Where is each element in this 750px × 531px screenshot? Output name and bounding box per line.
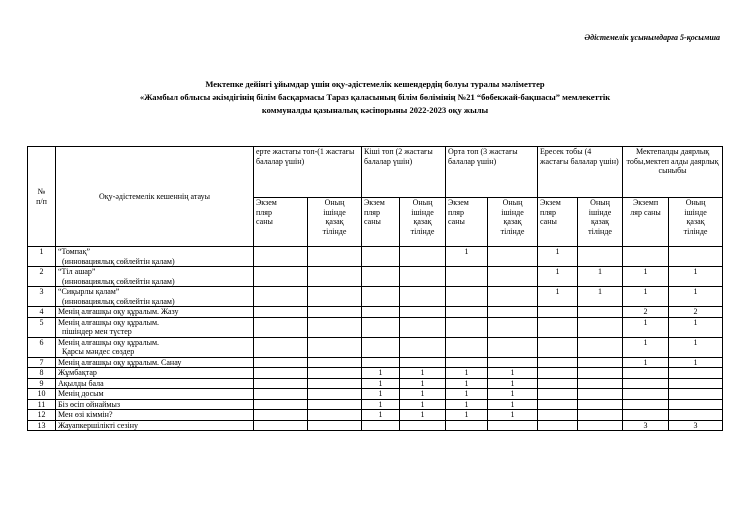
row-number: 12 xyxy=(28,410,56,421)
value-cell xyxy=(400,357,446,368)
value-cell xyxy=(308,378,362,389)
value-cell: 1 xyxy=(488,399,538,410)
value-cell xyxy=(578,317,623,337)
value-cell xyxy=(254,410,308,421)
header-kazakh-count: Оның ішінде қазақ тілінде xyxy=(488,198,538,247)
value-cell: 1 xyxy=(669,317,723,337)
row-number: 5 xyxy=(28,317,56,337)
complex-name xyxy=(56,267,254,287)
value-cell: 1 xyxy=(362,410,400,421)
value-cell xyxy=(446,337,488,357)
value-cell xyxy=(488,267,538,287)
header-kazakh-count: Оның ішінде қазақ тілінде xyxy=(400,198,446,247)
value-cell xyxy=(488,337,538,357)
value-cell xyxy=(308,420,362,431)
value-cell: 1 xyxy=(623,337,669,357)
value-cell xyxy=(538,399,578,410)
row-number: 8 xyxy=(28,368,56,379)
value-cell xyxy=(400,317,446,337)
table-row xyxy=(28,368,723,379)
value-cell xyxy=(362,267,400,287)
row-number: 9 xyxy=(28,378,56,389)
row-number: 6 xyxy=(28,337,56,357)
table-row xyxy=(28,337,723,357)
value-cell xyxy=(254,307,308,318)
value-cell xyxy=(538,357,578,368)
value-cell xyxy=(254,420,308,431)
value-cell xyxy=(538,420,578,431)
value-cell xyxy=(623,410,669,421)
value-cell xyxy=(578,247,623,267)
header-group-middle: Орта топ (3 жастағы балалар үшін) xyxy=(446,147,538,198)
value-cell xyxy=(578,420,623,431)
value-cell xyxy=(254,287,308,307)
value-cell: 3 xyxy=(669,420,723,431)
table-body xyxy=(28,247,723,431)
value-cell xyxy=(623,399,669,410)
value-cell xyxy=(362,307,400,318)
complex-name-line-2: (инновациялық сөйлейтін қалам) xyxy=(62,296,175,306)
value-cell: 1 xyxy=(488,410,538,421)
complex-name xyxy=(56,399,254,410)
value-cell xyxy=(400,420,446,431)
value-cell xyxy=(308,317,362,337)
complex-name-line-1: Біз өсіп ойнаймыз xyxy=(58,399,121,409)
row-number: 1 xyxy=(28,247,56,267)
value-cell xyxy=(254,317,308,337)
value-cell xyxy=(578,399,623,410)
header-row-groups xyxy=(28,147,723,198)
value-cell: 1 xyxy=(538,267,578,287)
complex-name-line-1: Жұмбақтар xyxy=(58,368,97,377)
value-cell: 1 xyxy=(578,287,623,307)
table-row xyxy=(28,389,723,400)
value-cell xyxy=(254,267,308,287)
value-cell: 1 xyxy=(362,368,400,379)
complex-name-line-1: Жауапкершілікті сезіну xyxy=(58,420,139,430)
value-cell xyxy=(623,378,669,389)
value-cell xyxy=(538,368,578,379)
value-cell xyxy=(308,399,362,410)
value-cell xyxy=(446,357,488,368)
title-line-3: коммуналды қазыналық кәсіпорыны 2022-2023 оқу жылы xyxy=(261,105,489,115)
complex-name-line-2: (инновациялық сөйлейтін қалам) xyxy=(62,276,175,286)
complex-name-line-2: пішіндер мен түстер xyxy=(62,327,132,336)
complex-name-line-1: Ақылды бала xyxy=(58,378,104,388)
value-cell: 1 xyxy=(400,378,446,389)
complex-name-line-1: Менің досым xyxy=(58,389,104,398)
value-cell: 3 xyxy=(623,420,669,431)
header-group-toddler: ерте жастағы топ-(1 жастағы балалар үшін) xyxy=(254,147,362,198)
complex-name-line-2: (инновациялық сөйлейтін қалам) xyxy=(62,256,175,266)
value-cell xyxy=(362,317,400,337)
header-copies-count: Экзем пляр саны xyxy=(362,198,400,247)
value-cell: 1 xyxy=(446,389,488,400)
complex-name-line-1: Менің алғашқы оқу құралым. Жазу xyxy=(58,307,179,316)
value-cell: 1 xyxy=(446,368,488,379)
complex-name-line-1: Менің алғашқы оқу құралым. xyxy=(58,317,160,327)
value-cell xyxy=(400,287,446,307)
value-cell xyxy=(538,337,578,357)
value-cell xyxy=(578,337,623,357)
value-cell: 1 xyxy=(446,399,488,410)
table-row xyxy=(28,378,723,389)
value-cell xyxy=(308,267,362,287)
row-number: 4 xyxy=(28,307,56,318)
value-cell xyxy=(669,378,723,389)
value-cell xyxy=(254,389,308,400)
value-cell xyxy=(623,368,669,379)
value-cell xyxy=(538,307,578,318)
complex-name-line-1: Менің алғашқы оқу құралым. Санау xyxy=(58,357,182,367)
value-cell xyxy=(362,337,400,357)
value-cell xyxy=(400,307,446,318)
value-cell xyxy=(362,247,400,267)
value-cell xyxy=(254,357,308,368)
value-cell xyxy=(446,420,488,431)
header-kazakh-count: Оның ішінде қазақ тілінде xyxy=(669,198,723,247)
value-cell: 1 xyxy=(400,399,446,410)
table-row xyxy=(28,307,723,318)
value-cell: 1 xyxy=(669,337,723,357)
value-cell: 1 xyxy=(488,389,538,400)
value-cell: 1 xyxy=(669,357,723,368)
value-cell xyxy=(538,378,578,389)
complex-name xyxy=(56,247,254,267)
table-row xyxy=(28,399,723,410)
document-title xyxy=(0,78,750,117)
complex-name xyxy=(56,317,254,337)
table-row xyxy=(28,317,723,337)
value-cell: 1 xyxy=(446,378,488,389)
value-cell xyxy=(254,247,308,267)
header-group-preschool: Мектепалды даярлық тобы,мектеп алды даярлық сыныбы xyxy=(623,147,723,198)
value-cell xyxy=(308,357,362,368)
value-cell xyxy=(488,247,538,267)
complex-name-line-1: “Томпақ” xyxy=(58,247,91,256)
table-row xyxy=(28,420,723,431)
value-cell xyxy=(308,287,362,307)
value-cell xyxy=(362,287,400,307)
value-cell xyxy=(446,287,488,307)
value-cell: 1 xyxy=(400,410,446,421)
value-cell xyxy=(362,357,400,368)
value-cell xyxy=(578,357,623,368)
table-row xyxy=(28,247,723,267)
value-cell: 2 xyxy=(623,307,669,318)
header-copies-count: Экзем пляр саны xyxy=(254,198,308,247)
value-cell xyxy=(538,317,578,337)
value-cell: 1 xyxy=(400,368,446,379)
complex-name-line-2: Қарсы мәндес сөздер xyxy=(62,347,135,356)
complex-name-line-1: “Тіл ашар” xyxy=(58,267,96,276)
table-row xyxy=(28,267,723,287)
value-cell xyxy=(488,307,538,318)
value-cell: 1 xyxy=(623,317,669,337)
value-cell: 1 xyxy=(623,287,669,307)
table-row xyxy=(28,410,723,421)
complex-name-line-1: Мен өзі кіммін? xyxy=(58,410,113,419)
complex-name xyxy=(56,410,254,421)
value-cell xyxy=(488,420,538,431)
complex-name-line-1: Менің алғашқы оқу құралым. xyxy=(58,337,160,347)
value-cell xyxy=(254,368,308,379)
value-cell xyxy=(400,247,446,267)
complex-name xyxy=(56,307,254,318)
value-cell xyxy=(400,337,446,357)
appendix-label: Әдістемелік ұсынымдарға 5-қосымша xyxy=(584,33,720,42)
value-cell: 1 xyxy=(362,389,400,400)
row-number: 10 xyxy=(28,389,56,400)
header-complex-name: Оқу-әдістемелік кешеннің атауы xyxy=(56,147,254,247)
value-cell xyxy=(669,399,723,410)
complex-name xyxy=(56,368,254,379)
value-cell: 1 xyxy=(669,287,723,307)
header-group-senior: Ересек тобы (4 жастағы балалар үшін) xyxy=(538,147,623,198)
header-number: № п/п xyxy=(28,147,56,247)
value-cell xyxy=(578,410,623,421)
complex-name xyxy=(56,337,254,357)
header-copies-count: Экзем пляр саны xyxy=(446,198,488,247)
value-cell: 1 xyxy=(446,247,488,267)
complex-name xyxy=(56,389,254,400)
value-cell xyxy=(488,287,538,307)
value-cell xyxy=(446,307,488,318)
value-cell xyxy=(308,389,362,400)
row-number: 7 xyxy=(28,357,56,368)
value-cell xyxy=(488,357,538,368)
row-number: 3 xyxy=(28,287,56,307)
value-cell xyxy=(538,389,578,400)
value-cell xyxy=(446,317,488,337)
value-cell xyxy=(254,378,308,389)
value-cell xyxy=(308,368,362,379)
header-copies-count: Экземп ляр саны xyxy=(623,198,669,247)
value-cell xyxy=(308,337,362,357)
value-cell: 2 xyxy=(669,307,723,318)
value-cell xyxy=(308,247,362,267)
header-copies-count: Экзем пляр саны xyxy=(538,198,578,247)
value-cell: 1 xyxy=(400,389,446,400)
value-cell: 1 xyxy=(488,378,538,389)
value-cell xyxy=(578,368,623,379)
header-group-junior: Кіші топ (2 жастағы балалар үшін) xyxy=(362,147,446,198)
value-cell xyxy=(362,420,400,431)
title-line-1: Мектепке дейінгі ұйымдар үшін оқу-әдістемелік кешендердің болуы туралы мәліметтер xyxy=(205,79,545,89)
value-cell: 1 xyxy=(488,368,538,379)
complex-name xyxy=(56,420,254,431)
row-number: 13 xyxy=(28,420,56,431)
value-cell xyxy=(669,389,723,400)
table-row xyxy=(28,287,723,307)
value-cell xyxy=(488,317,538,337)
value-cell xyxy=(669,247,723,267)
value-cell xyxy=(538,410,578,421)
header-kazakh-count: Оның ішінде қазақ тілінде xyxy=(578,198,623,247)
header-kazakh-count: Оның ішінде қазақ тілінде xyxy=(308,198,362,247)
row-number: 11 xyxy=(28,399,56,410)
materials-table xyxy=(27,146,723,431)
value-cell xyxy=(254,399,308,410)
value-cell: 1 xyxy=(623,357,669,368)
value-cell xyxy=(578,389,623,400)
value-cell xyxy=(446,267,488,287)
value-cell: 1 xyxy=(623,267,669,287)
value-cell xyxy=(623,389,669,400)
value-cell xyxy=(400,267,446,287)
value-cell: 1 xyxy=(538,287,578,307)
value-cell xyxy=(308,410,362,421)
value-cell: 1 xyxy=(446,410,488,421)
value-cell: 1 xyxy=(538,247,578,267)
value-cell: 1 xyxy=(362,378,400,389)
complex-name xyxy=(56,378,254,389)
complex-name xyxy=(56,357,254,368)
value-cell xyxy=(578,307,623,318)
value-cell xyxy=(254,337,308,357)
value-cell xyxy=(669,368,723,379)
value-cell xyxy=(578,378,623,389)
value-cell xyxy=(623,247,669,267)
value-cell: 1 xyxy=(669,267,723,287)
complex-name-line-1: “Сиқырлы қалам” xyxy=(58,287,120,296)
row-number: 2 xyxy=(28,267,56,287)
value-cell xyxy=(308,307,362,318)
value-cell xyxy=(669,410,723,421)
title-line-2: «Жамбыл облысы әкімдігінің білім басқармасы Тараз қаласының білім бөлімінің №21 “бөбекжай-бақшасы” мемлекеттік xyxy=(139,92,611,102)
complex-name xyxy=(56,287,254,307)
table-row xyxy=(28,357,723,368)
value-cell: 1 xyxy=(362,399,400,410)
value-cell: 1 xyxy=(578,267,623,287)
